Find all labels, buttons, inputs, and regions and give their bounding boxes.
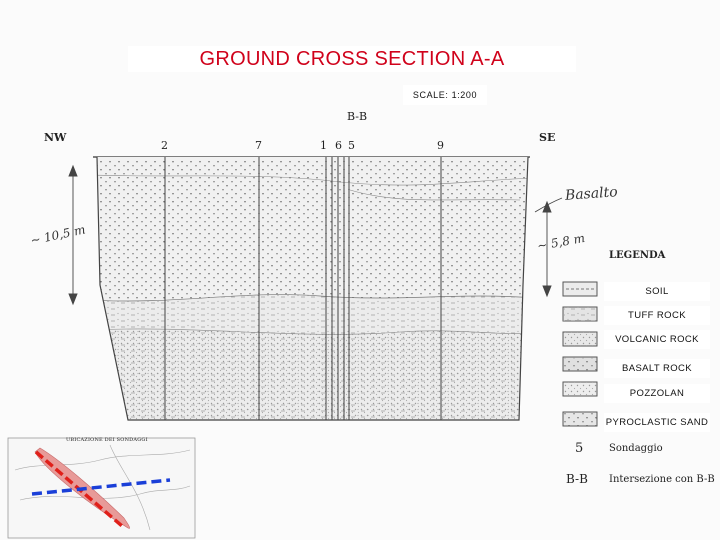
inset-map-title: UBICAZIONE DEI SONDAGGI bbox=[66, 437, 148, 443]
inset-map bbox=[8, 438, 195, 538]
legend-item-tuff-rock: TUFF ROCK bbox=[604, 306, 710, 325]
legend-item-basalt-rock: BASALT ROCK bbox=[604, 359, 710, 378]
borehole-label: 6 bbox=[335, 139, 342, 152]
title-banner bbox=[128, 46, 576, 72]
page-title: GROUND CROSS SECTION A-A bbox=[199, 47, 505, 70]
legend-borehole-symbol: 5 bbox=[575, 441, 584, 456]
legend-item-soil: SOIL bbox=[604, 282, 710, 301]
legend-item-volcanic-rock: VOLCANIC ROCK bbox=[604, 330, 710, 349]
right-depth-note: ~ 5,8 m bbox=[536, 230, 587, 254]
legend-item-pozzolan: POZZOLAN bbox=[604, 384, 710, 403]
borehole-label: 1 bbox=[320, 139, 327, 152]
borehole-label: 9 bbox=[437, 139, 444, 152]
legend-intersection-symbol: B-B bbox=[566, 472, 588, 486]
borehole-label: 2 bbox=[161, 139, 168, 152]
scale-label: SCALE: 1:200 bbox=[403, 85, 487, 105]
legend-intersection-label: Intersezione con B-B bbox=[609, 474, 715, 485]
legend-heading: LEGENDA bbox=[609, 250, 666, 261]
legend-item-pyroclastic-sand: PYROCLASTIC SAND bbox=[604, 413, 710, 432]
bb-marker-label: B-B bbox=[347, 110, 368, 123]
legend-swatches bbox=[563, 282, 597, 426]
left-depth-note: ~ 10,5 m bbox=[29, 222, 87, 248]
nw-label: NW bbox=[44, 131, 67, 144]
borehole-label: 7 bbox=[255, 139, 262, 152]
borehole-label: 5 bbox=[348, 139, 355, 152]
se-label: SE bbox=[539, 131, 556, 144]
pyroclastic-layer bbox=[90, 160, 535, 305]
legend-borehole-label: Sondaggio bbox=[609, 443, 663, 454]
section-layers bbox=[90, 150, 535, 425]
deep-layer bbox=[90, 329, 535, 425]
basalto-annotation: Basalto bbox=[564, 184, 619, 204]
